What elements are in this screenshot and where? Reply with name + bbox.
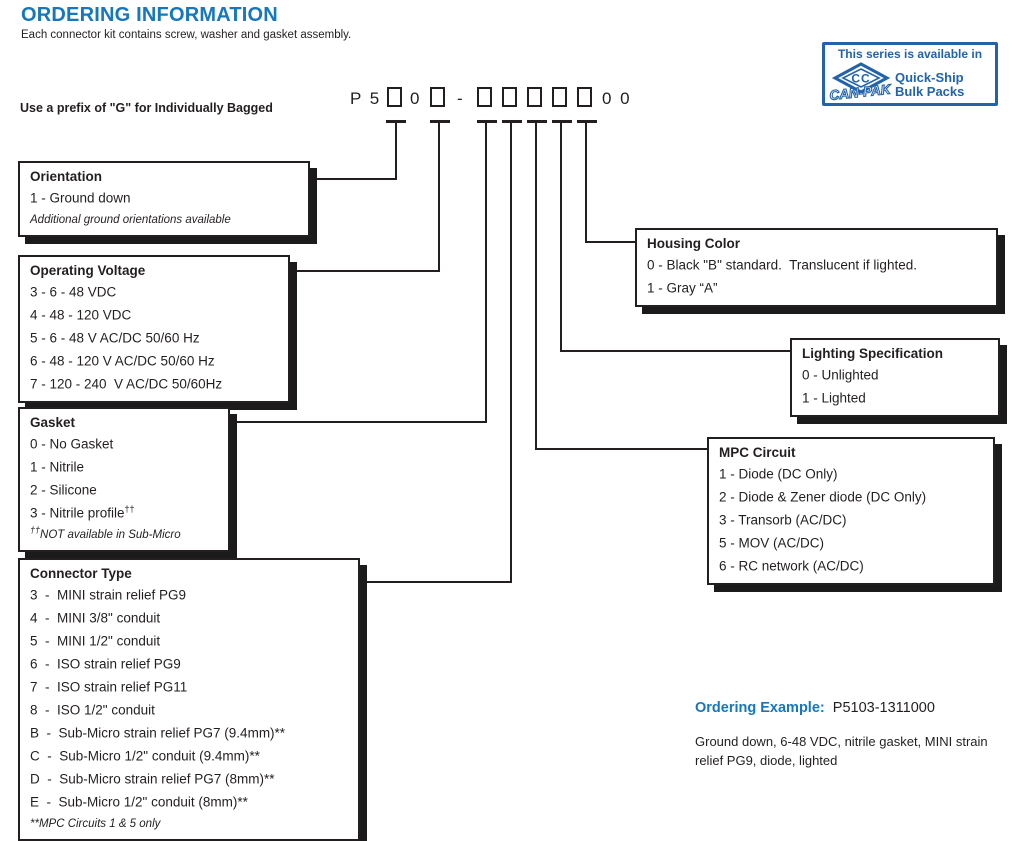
svg-text:CC: CC	[851, 71, 871, 86]
line-gasket-h	[230, 421, 487, 423]
option-item: 1 - Ground down	[30, 190, 131, 206]
pn-tbar-mpc-circuit	[527, 120, 547, 123]
box-title: Operating Voltage	[30, 263, 146, 278]
footnote: **MPC Circuits 1 & 5 only	[30, 817, 161, 830]
line-connector-type-v	[510, 120, 512, 583]
line-mpc-circuit-h	[535, 448, 707, 450]
pn-box-connector-type	[502, 87, 517, 107]
option-list	[647, 252, 986, 298]
option-item: 4 - 48 - 120 VDC	[30, 307, 132, 323]
lighting-specification-box	[790, 338, 1000, 417]
option-item: 2 - Diode & Zener diode (DC Only)	[719, 489, 927, 505]
part-number-template	[350, 87, 640, 113]
option-item: 8 - ISO 1/2" conduit	[30, 702, 155, 718]
option-item: C - Sub-Micro 1/2" conduit (9.4mm)**	[30, 748, 260, 764]
ordering-example-description: Ground down, 6-48 VDC, nitrile gasket, MINI strain relief PG9, diode, lighted	[695, 734, 988, 768]
option-item: B - Sub-Micro strain relief PG7 (9.4mm)**	[30, 725, 286, 741]
page-subtitle: Each connector kit contains screw, washer and gasket assembly.	[21, 29, 352, 41]
option-item: 0 - Unlighted	[802, 367, 879, 383]
ordering-example	[695, 700, 935, 716]
operating-voltage-box	[18, 255, 290, 403]
option-list	[30, 279, 278, 394]
pn-tbar-housing-color	[577, 120, 597, 123]
pn-tbar-connector-type	[502, 120, 522, 123]
line-lighting-h	[560, 350, 790, 352]
pn-box-housing-color	[577, 87, 592, 107]
pn-box-operating-voltage	[430, 87, 445, 107]
line-housing-color-v	[585, 120, 587, 243]
option-item: 1 - Nitrile	[30, 459, 85, 475]
ordering-example-spacer	[825, 700, 833, 716]
box-title: Gasket	[30, 415, 76, 430]
option-item: 5 - 6 - 48 V AC/DC 50/60 Hz	[30, 330, 200, 346]
box-title: Connector Type	[30, 566, 132, 581]
option-list	[30, 431, 218, 523]
housing-color-box	[635, 228, 998, 307]
box-title: Housing Color	[647, 236, 740, 251]
option-item: 3 - 6 - 48 VDC	[30, 284, 117, 300]
pn-tbar-lighting	[552, 120, 572, 123]
option-item: 1 - Lighted	[802, 390, 866, 406]
badge-quick-ship-text: Quick-Ship Bulk Packs	[895, 69, 965, 99]
page-title: ORDERING INFORMATION	[21, 4, 278, 26]
option-item: 6 - RC network (AC/DC)	[719, 558, 864, 574]
connector-type-box	[18, 558, 360, 841]
mpc-circuit-box	[707, 437, 995, 585]
line-connector-type-h	[360, 581, 512, 583]
line-orientation-h	[310, 178, 397, 180]
ordering-example-label: Ordering Example:	[695, 700, 825, 716]
option-list	[802, 362, 988, 408]
option-list	[719, 461, 983, 576]
badge-availability-text: This series is available in	[837, 47, 983, 61]
option-item: 1 - Gray “A”	[647, 280, 718, 296]
option-item: 3 - Nitrile profile††	[30, 504, 135, 521]
pn-box-gasket	[477, 87, 492, 107]
option-item: 6 - ISO strain relief PG9	[30, 656, 181, 672]
option-list	[30, 185, 298, 208]
option-item: 5 - MOV (AC/DC)	[719, 535, 825, 551]
prefix-note: Use a prefix of "G" for Individually Bagged	[20, 101, 273, 115]
line-orientation-v	[395, 120, 397, 180]
option-item: E - Sub-Micro 1/2" conduit (8mm)**	[30, 794, 248, 810]
pn-fixed-zero: 0	[410, 89, 422, 108]
line-operating-voltage-h	[290, 270, 440, 272]
option-item: 0 - Black "B" standard. Translucent if lighted.	[647, 257, 917, 273]
footnote: ††NOT available in Sub-Micro	[30, 525, 181, 541]
box-title: Lighting Specification	[802, 346, 943, 361]
pn-box-orientation	[387, 87, 402, 107]
line-lighting-v	[560, 120, 562, 352]
option-list	[30, 582, 348, 812]
pn-tbar-gasket	[477, 120, 497, 123]
option-item: 2 - Silicone	[30, 482, 97, 498]
pn-box-lighting	[552, 87, 567, 107]
pn-box-mpc-circuit	[527, 87, 542, 107]
option-item: 7 - 120 - 240 V AC/DC 50/60Hz	[30, 376, 223, 392]
option-item: 3 - Transorb (AC/DC)	[719, 512, 847, 528]
option-item: D - Sub-Micro strain relief PG7 (8mm)**	[30, 771, 275, 787]
option-item: 1 - Diode (DC Only)	[719, 466, 838, 482]
line-housing-color-h	[585, 241, 635, 243]
option-item: 5 - MINI 1/2" conduit	[30, 633, 161, 649]
pn-prefix: P 5	[350, 89, 382, 108]
ordering-example-value: P5103-1311000	[832, 700, 935, 716]
pn-dash: -	[457, 89, 465, 108]
option-item: 7 - ISO strain relief PG11	[30, 679, 188, 695]
line-mpc-circuit-v	[535, 120, 537, 450]
line-gasket-v	[485, 120, 487, 423]
box-title: Orientation	[30, 169, 103, 184]
footnote: Additional ground orientations available	[30, 213, 231, 226]
pn-tbar-operating-voltage	[430, 120, 450, 123]
pn-suffix: 0 0	[602, 89, 632, 108]
orientation-box	[18, 161, 310, 237]
option-item: 6 - 48 - 120 V AC/DC 50/60 Hz	[30, 353, 215, 369]
option-item: 3 - MINI strain relief PG9	[30, 587, 187, 603]
option-item: 4 - MINI 3/8" conduit	[30, 610, 161, 626]
option-item: 0 - No Gasket	[30, 436, 114, 452]
box-title: MPC Circuit	[719, 445, 796, 460]
gasket-box	[18, 407, 230, 552]
line-operating-voltage-v	[438, 120, 440, 272]
can-pak-logo-icon	[829, 61, 893, 108]
svg-text:CAN-PAK: CAN-PAK	[828, 81, 892, 103]
quick-ship-badge	[822, 42, 998, 106]
